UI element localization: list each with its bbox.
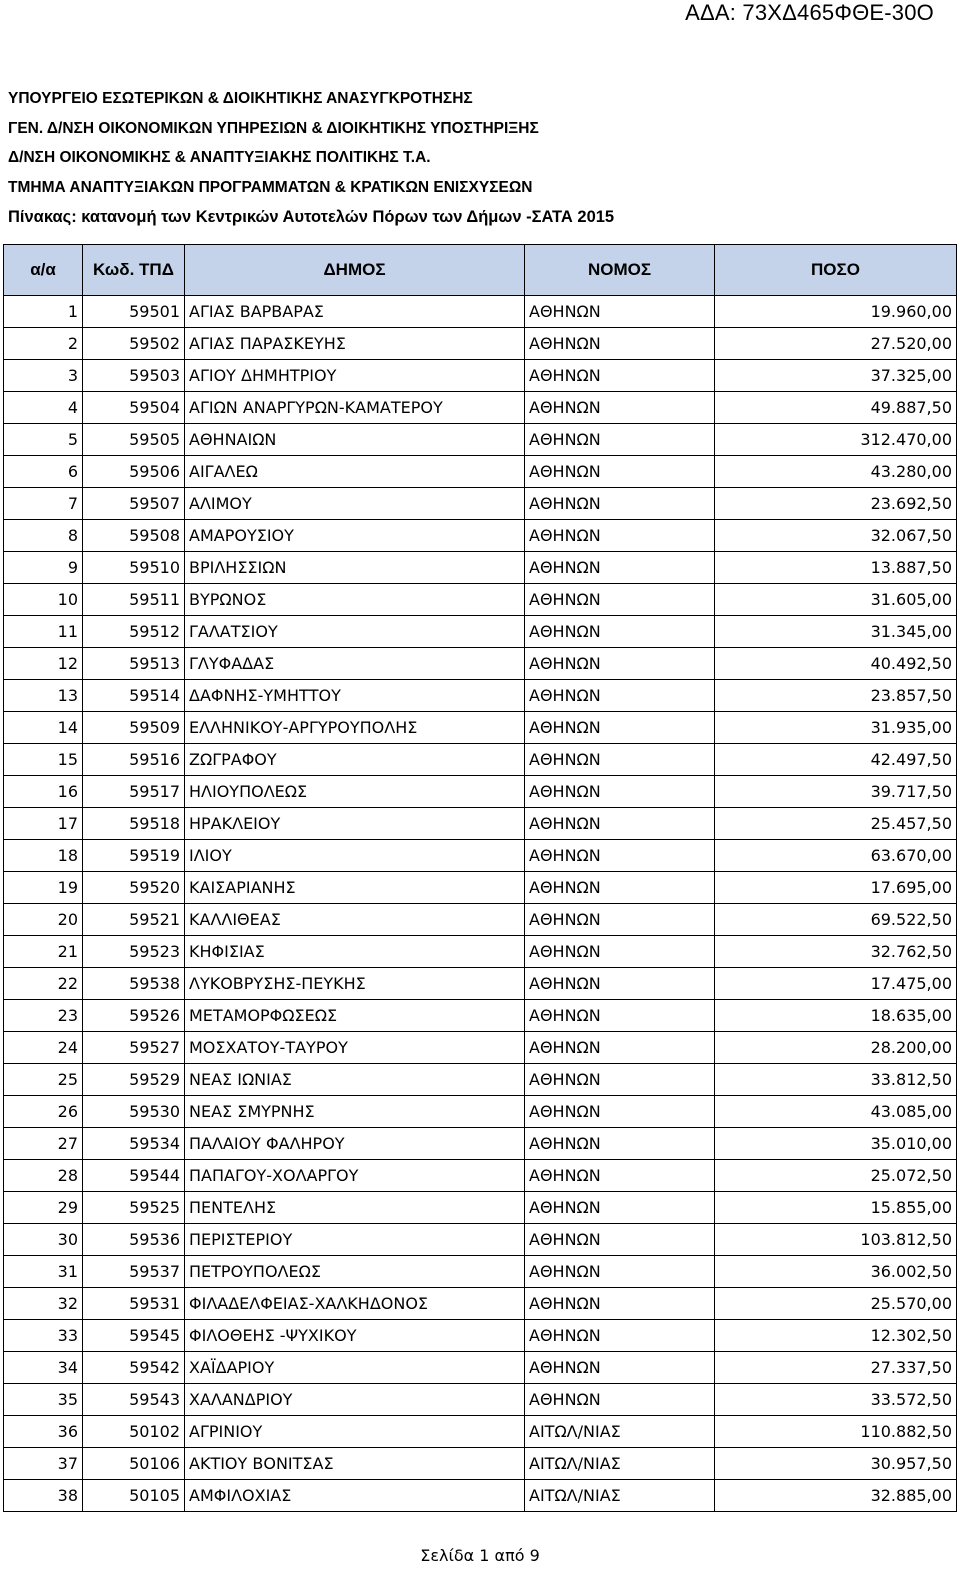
cell-code: 59531 [83,1288,185,1320]
cell-dimos: ΙΛΙΟΥ [185,840,525,872]
table-row [4,744,957,776]
cell-dimos: ΗΡΑΚΛΕΙΟΥ [185,808,525,840]
page-footer: Σελίδα 1 από 9 [420,1546,540,1565]
header-ministry: ΥΠΟΥΡΓΕΙΟ ΕΣΩΤΕΡΙΚΩΝ & ΔΙΟΙΚΗΤΙΚΗΣ ΑΝΑΣΥΓΚΡΟΤΗΣΗΣ [8,90,473,107]
table-row [4,296,957,328]
cell-code: 59517 [83,776,185,808]
cell-code: 59512 [83,616,185,648]
ada-code: ΑΔΑ: 73ΧΔ465ΦΘΕ-30Ο [685,0,934,25]
cell-aa: 22 [4,968,83,1000]
header-directorate: Δ/ΝΣΗ ΟΙΚΟΝΟΜΙΚΗΣ & ΑΝΑΠΤΥΞΙΑΚΗΣ ΠΟΛΙΤΙΚΗΣ Τ.Α. [8,149,431,166]
cell-aa: 8 [4,520,83,552]
column-header-dimos: ΔΗΜΟΣ [185,245,525,296]
cell-code: 59514 [83,680,185,712]
table-row [4,1416,957,1448]
cell-code: 59516 [83,744,185,776]
table-row [4,1064,957,1096]
cell-dimos: ΠΕΤΡΟΥΠΟΛΕΩΣ [185,1256,525,1288]
cell-nomos: ΑΙΤΩΛ/ΝΙΑΣ [525,1448,715,1480]
cell-nomos: ΑΘΗΝΩΝ [525,648,715,680]
table-header-row [4,245,957,296]
cell-poso: 69.522,50 [715,904,957,936]
table-row [4,1256,957,1288]
cell-poso: 32.885,00 [715,1480,957,1512]
cell-poso: 30.957,50 [715,1448,957,1480]
cell-code: 59518 [83,808,185,840]
cell-code: 50102 [83,1416,185,1448]
table-row [4,1384,957,1416]
cell-dimos: ΑΜΦΙΛΟΧΙΑΣ [185,1480,525,1512]
cell-code: 59513 [83,648,185,680]
cell-code: 59504 [83,392,185,424]
cell-aa: 5 [4,424,83,456]
table-row [4,1000,957,1032]
cell-aa: 29 [4,1192,83,1224]
header-general-directorate: ΓΕΝ. Δ/ΝΣΗ ΟΙΚΟΝΟΜΙΚΩΝ ΥΠΗΡΕΣΙΩΝ & ΔΙΟΙΚΗΤΙΚΗΣ ΥΠΟΣΤΗΡΙΞΗΣ [8,119,539,137]
cell-code: 59525 [83,1192,185,1224]
cell-code: 59544 [83,1160,185,1192]
cell-nomos: ΑΘΗΝΩΝ [525,1320,715,1352]
table-row [4,1224,957,1256]
cell-dimos: ΒΡΙΛΗΣΣΙΩΝ [185,552,525,584]
table-row [4,712,957,744]
cell-code: 59527 [83,1032,185,1064]
cell-code: 50106 [83,1448,185,1480]
table-row [4,1128,957,1160]
cell-nomos: ΑΘΗΝΩΝ [525,680,715,712]
table-row [4,520,957,552]
table-row [4,680,957,712]
cell-dimos: ΔΑΦΝΗΣ-ΥΜΗΤΤΟΥ [185,680,525,712]
table-row [4,1096,957,1128]
cell-code: 59520 [83,872,185,904]
cell-poso: 27.520,00 [715,328,957,360]
column-header-nomos: ΝΟΜΟΣ [525,245,715,296]
cell-nomos: ΑΘΗΝΩΝ [525,904,715,936]
cell-dimos: ΑΘΗΝΑΙΩΝ [185,424,525,456]
cell-poso: 35.010,00 [715,1128,957,1160]
cell-poso: 43.280,00 [715,456,957,488]
cell-nomos: ΑΘΗΝΩΝ [525,1096,715,1128]
cell-nomos: ΑΘΗΝΩΝ [525,1384,715,1416]
cell-code: 59543 [83,1384,185,1416]
table-row [4,1352,957,1384]
cell-code: 59505 [83,424,185,456]
cell-aa: 33 [4,1320,83,1352]
cell-poso: 23.857,50 [715,680,957,712]
table-row [4,1320,957,1352]
cell-poso: 40.492,50 [715,648,957,680]
cell-code: 59521 [83,904,185,936]
table-row [4,552,957,584]
cell-code: 59534 [83,1128,185,1160]
cell-dimos: ΠΕΡΙΣΤΕΡΙΟΥ [185,1224,525,1256]
cell-dimos: ΜΕΤΑΜΟΡΦΩΣΕΩΣ [185,1000,525,1032]
cell-aa: 26 [4,1096,83,1128]
cell-code: 59542 [83,1352,185,1384]
cell-aa: 21 [4,936,83,968]
column-header-aa: α/α [4,245,83,296]
cell-dimos: ΝΕΑΣ ΣΜΥΡΝΗΣ [185,1096,525,1128]
table-row [4,840,957,872]
cell-code: 59511 [83,584,185,616]
cell-dimos: ΑΚΤΙΟΥ ΒΟΝΙΤΣΑΣ [185,1448,525,1480]
cell-nomos: ΑΘΗΝΩΝ [525,744,715,776]
cell-dimos: ΑΓΙΟΥ ΔΗΜΗΤΡΙΟΥ [185,360,525,392]
cell-poso: 13.887,50 [715,552,957,584]
cell-code: 59503 [83,360,185,392]
cell-aa: 2 [4,328,83,360]
cell-code: 59509 [83,712,185,744]
header-department: ΤΜΗΜΑ ΑΝΑΠΤΥΞΙΑΚΩΝ ΠΡΟΓΡΑΜΜΑΤΩΝ & ΚΡΑΤΙΚΩΝ ΕΝΙΣΧΥΣΕΩΝ [8,178,533,196]
table-row [4,488,957,520]
cell-poso: 42.497,50 [715,744,957,776]
cell-poso: 23.692,50 [715,488,957,520]
cell-aa: 4 [4,392,83,424]
cell-aa: 13 [4,680,83,712]
table-row [4,872,957,904]
cell-dimos: ΕΛΛΗΝΙΚΟΥ-ΑΡΓΥΡΟΥΠΟΛΗΣ [185,712,525,744]
cell-nomos: ΑΘΗΝΩΝ [525,328,715,360]
cell-dimos: ΚΗΦΙΣΙΑΣ [185,936,525,968]
cell-aa: 7 [4,488,83,520]
cell-poso: 31.345,00 [715,616,957,648]
cell-nomos: ΑΘΗΝΩΝ [525,1064,715,1096]
cell-code: 59506 [83,456,185,488]
cell-nomos: ΑΘΗΝΩΝ [525,840,715,872]
table-row [4,936,957,968]
cell-aa: 16 [4,776,83,808]
cell-aa: 19 [4,872,83,904]
table-row [4,1448,957,1480]
table-row [4,1032,957,1064]
cell-poso: 39.717,50 [715,776,957,808]
cell-poso: 63.670,00 [715,840,957,872]
cell-code: 50105 [83,1480,185,1512]
cell-dimos: ΠΕΝΤΕΛΗΣ [185,1192,525,1224]
cell-dimos: ΑΙΓΑΛΕΩ [185,456,525,488]
cell-code: 59523 [83,936,185,968]
cell-aa: 35 [4,1384,83,1416]
cell-poso: 12.302,50 [715,1320,957,1352]
cell-nomos: ΑΘΗΝΩΝ [525,296,715,328]
cell-dimos: ΓΑΛΑΤΣΙΟΥ [185,616,525,648]
cell-nomos: ΑΘΗΝΩΝ [525,872,715,904]
cell-poso: 28.200,00 [715,1032,957,1064]
cell-code: 59529 [83,1064,185,1096]
cell-code: 59510 [83,552,185,584]
cell-nomos: ΑΘΗΝΩΝ [525,1160,715,1192]
cell-aa: 23 [4,1000,83,1032]
cell-aa: 36 [4,1416,83,1448]
cell-code: 59538 [83,968,185,1000]
cell-code: 59530 [83,1096,185,1128]
cell-nomos: ΑΘΗΝΩΝ [525,1032,715,1064]
cell-dimos: ΧΑΪΔΑΡΙΟΥ [185,1352,525,1384]
cell-code: 59502 [83,328,185,360]
allocation-table [3,244,957,1512]
cell-aa: 20 [4,904,83,936]
cell-poso: 37.325,00 [715,360,957,392]
table-title: Πίνακας: κατανομή των Κεντρικών Αυτοτελών Πόρων των Δήμων -ΣΑΤΑ 2015 [8,208,615,226]
cell-nomos: ΑΘΗΝΩΝ [525,1256,715,1288]
cell-nomos: ΑΘΗΝΩΝ [525,1192,715,1224]
cell-aa: 12 [4,648,83,680]
table-row [4,456,957,488]
cell-poso: 312.470,00 [715,424,957,456]
table-row [4,1160,957,1192]
cell-dimos: ΚΑΙΣΑΡΙΑΝΗΣ [185,872,525,904]
table-row [4,360,957,392]
cell-poso: 25.457,50 [715,808,957,840]
cell-nomos: ΑΘΗΝΩΝ [525,520,715,552]
cell-nomos: ΑΘΗΝΩΝ [525,808,715,840]
cell-nomos: ΑΘΗΝΩΝ [525,1288,715,1320]
cell-dimos: ΖΩΓΡΑΦΟΥ [185,744,525,776]
cell-poso: 32.067,50 [715,520,957,552]
cell-nomos: ΑΘΗΝΩΝ [525,424,715,456]
table-row [4,648,957,680]
table-body [4,296,957,1512]
cell-code: 59507 [83,488,185,520]
cell-dimos: ΠΑΛΑΙΟΥ ΦΑΛΗΡΟΥ [185,1128,525,1160]
cell-nomos: ΑΘΗΝΩΝ [525,488,715,520]
cell-aa: 14 [4,712,83,744]
cell-poso: 43.085,00 [715,1096,957,1128]
cell-poso: 15.855,00 [715,1192,957,1224]
column-header-code: Κωδ. ΤΠΔ [83,245,185,296]
cell-dimos: ΑΓΙΑΣ ΠΑΡΑΣΚΕΥΗΣ [185,328,525,360]
cell-dimos: ΓΛΥΦΑΔΑΣ [185,648,525,680]
cell-aa: 28 [4,1160,83,1192]
cell-poso: 110.882,50 [715,1416,957,1448]
cell-aa: 34 [4,1352,83,1384]
cell-aa: 30 [4,1224,83,1256]
cell-dimos: ΜΟΣΧΑΤΟΥ-ΤΑΥΡΟΥ [185,1032,525,1064]
cell-nomos: ΑΘΗΝΩΝ [525,392,715,424]
cell-aa: 9 [4,552,83,584]
cell-nomos: ΑΘΗΝΩΝ [525,616,715,648]
cell-dimos: ΑΛΙΜΟΥ [185,488,525,520]
cell-nomos: ΑΘΗΝΩΝ [525,1352,715,1384]
cell-poso: 33.812,50 [715,1064,957,1096]
cell-dimos: ΚΑΛΛΙΘΕΑΣ [185,904,525,936]
table-row [4,776,957,808]
cell-dimos: ΑΓΙΑΣ ΒΑΡΒΑΡΑΣ [185,296,525,328]
cell-aa: 15 [4,744,83,776]
cell-nomos: ΑΘΗΝΩΝ [525,776,715,808]
column-header-poso: ΠΟΣΟ [715,245,957,296]
cell-nomos: ΑΙΤΩΛ/ΝΙΑΣ [525,1416,715,1448]
cell-nomos: ΑΘΗΝΩΝ [525,968,715,1000]
cell-dimos: ΗΛΙΟΥΠΟΛΕΩΣ [185,776,525,808]
cell-poso: 27.337,50 [715,1352,957,1384]
cell-aa: 1 [4,296,83,328]
cell-aa: 27 [4,1128,83,1160]
table-row [4,808,957,840]
cell-poso: 103.812,50 [715,1224,957,1256]
cell-dimos: ΛΥΚΟΒΡΥΣΗΣ-ΠΕΥΚΗΣ [185,968,525,1000]
cell-poso: 32.762,50 [715,936,957,968]
cell-dimos: ΝΕΑΣ ΙΩΝΙΑΣ [185,1064,525,1096]
cell-code: 59519 [83,840,185,872]
cell-poso: 25.570,00 [715,1288,957,1320]
cell-aa: 32 [4,1288,83,1320]
cell-nomos: ΑΘΗΝΩΝ [525,1000,715,1032]
table-row [4,424,957,456]
cell-nomos: ΑΘΗΝΩΝ [525,584,715,616]
cell-dimos: ΦΙΛΟΘΕΗΣ -ΨΥΧΙΚΟΥ [185,1320,525,1352]
table-row [4,1288,957,1320]
cell-nomos: ΑΘΗΝΩΝ [525,552,715,584]
cell-aa: 38 [4,1480,83,1512]
cell-code: 59526 [83,1000,185,1032]
cell-aa: 11 [4,616,83,648]
cell-nomos: ΑΘΗΝΩΝ [525,456,715,488]
cell-poso: 25.072,50 [715,1160,957,1192]
cell-aa: 37 [4,1448,83,1480]
cell-poso: 17.695,00 [715,872,957,904]
cell-code: 59536 [83,1224,185,1256]
cell-poso: 36.002,50 [715,1256,957,1288]
cell-poso: 49.887,50 [715,392,957,424]
cell-poso: 19.960,00 [715,296,957,328]
cell-nomos: ΑΘΗΝΩΝ [525,936,715,968]
cell-poso: 31.935,00 [715,712,957,744]
table-row [4,904,957,936]
cell-dimos: ΑΓΙΩΝ ΑΝΑΡΓΥΡΩΝ-ΚΑΜΑΤΕΡΟΥ [185,392,525,424]
table-row [4,968,957,1000]
cell-nomos: ΑΘΗΝΩΝ [525,712,715,744]
cell-poso: 33.572,50 [715,1384,957,1416]
table-row [4,1480,957,1512]
cell-aa: 18 [4,840,83,872]
cell-dimos: ΒΥΡΩΝΟΣ [185,584,525,616]
cell-poso: 17.475,00 [715,968,957,1000]
cell-poso: 31.605,00 [715,584,957,616]
cell-dimos: ΑΓΡΙΝΙΟΥ [185,1416,525,1448]
table-row [4,584,957,616]
table-row [4,1192,957,1224]
table-row [4,392,957,424]
cell-nomos: ΑΘΗΝΩΝ [525,360,715,392]
cell-dimos: ΑΜΑΡΟΥΣΙΟΥ [185,520,525,552]
cell-code: 59537 [83,1256,185,1288]
cell-dimos: ΦΙΛΑΔΕΛΦΕΙΑΣ-ΧΑΛΚΗΔΟΝΟΣ [185,1288,525,1320]
document-header [8,88,614,236]
cell-nomos: ΑΙΤΩΛ/ΝΙΑΣ [525,1480,715,1512]
cell-code: 59508 [83,520,185,552]
cell-aa: 10 [4,584,83,616]
cell-nomos: ΑΘΗΝΩΝ [525,1128,715,1160]
cell-code: 59501 [83,296,185,328]
cell-aa: 6 [4,456,83,488]
table-row [4,616,957,648]
cell-aa: 25 [4,1064,83,1096]
cell-aa: 31 [4,1256,83,1288]
cell-aa: 24 [4,1032,83,1064]
cell-aa: 17 [4,808,83,840]
cell-dimos: ΠΑΠΑΓΟΥ-ΧΟΛΑΡΓΟΥ [185,1160,525,1192]
table-row [4,328,957,360]
cell-nomos: ΑΘΗΝΩΝ [525,1224,715,1256]
cell-code: 59545 [83,1320,185,1352]
cell-poso: 18.635,00 [715,1000,957,1032]
cell-dimos: ΧΑΛΑΝΔΡΙΟΥ [185,1384,525,1416]
cell-aa: 3 [4,360,83,392]
